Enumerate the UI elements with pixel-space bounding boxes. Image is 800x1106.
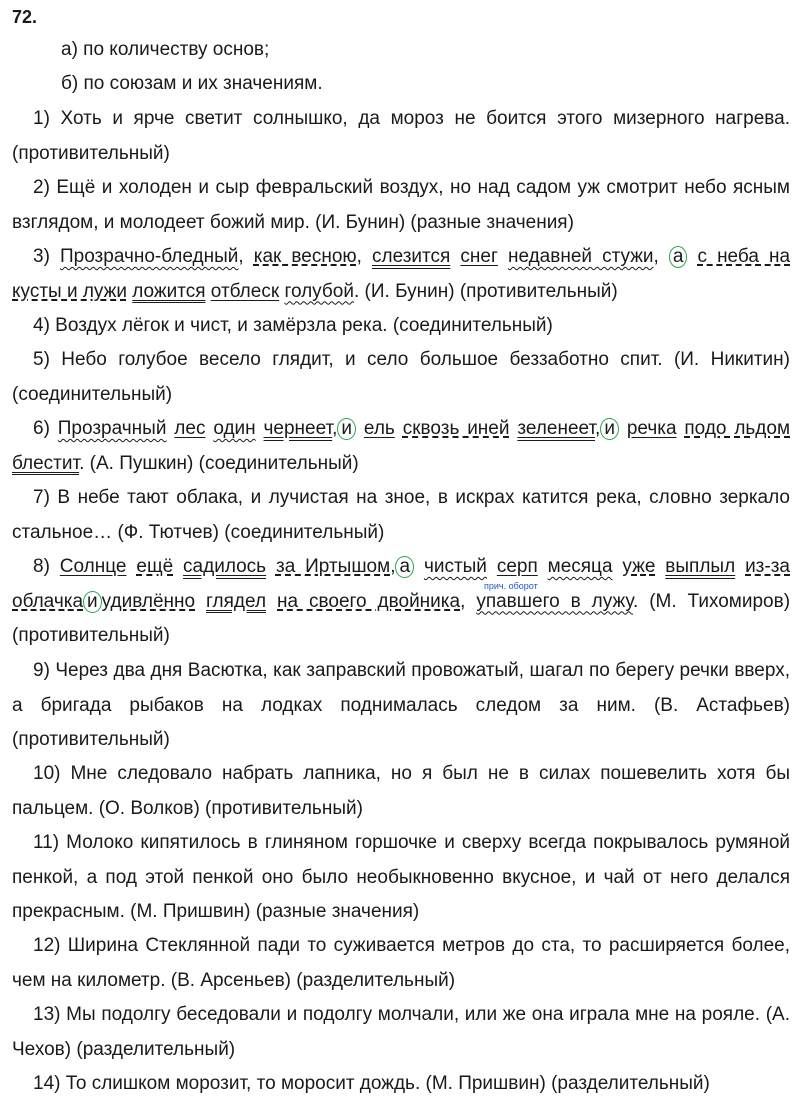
sentence-4: 4) Воздух лёгок и чист, и замёрзла река. (соединительный) xyxy=(33,315,553,336)
sentence-14: 14) То слишком морозит, то моросит дождь. (М. Пришвин) (разделительный) xyxy=(33,1073,710,1094)
sentence-1: 1) Хоть и ярче светит солнышко, да мороз не боится этого мизерного нагрева. (противительный) xyxy=(12,108,790,164)
sentence-10: 10) Мне следовало набрать лапника, но я был не в силах пошевелить хотя бы пальцем. (О. Волков) (противительный) xyxy=(12,763,790,819)
conjunction-circle: а xyxy=(669,246,688,268)
sentence-9: 9) Через два дня Васютка, как заправский провожатый, шагал по берегу речки вверх, а бригада рыбаков на лодках поднималась следом за ним. (В. Астафьев) (противительный) xyxy=(12,660,790,750)
sentence-3: 3) Прозрачно-бледный, как весною, слезится снег недавней стужи, а с неба на кусты и лужи ложится отблеск голубой. (И. Бунин) (противительный) xyxy=(12,246,791,302)
sentence-12: 12) Ширина Стеклянной пади то суживается метров до ста, то расширяется более, чем на километр. (В. Арсеньев) (разделительный) xyxy=(12,935,790,991)
sentence-6: 6) Прозрачный лес один чернеет, и ель сквозь иней зеленеет, и речка подо льдом блестит. (А. Пушкин) (соединительный) xyxy=(12,418,791,474)
conjunction-circle: а xyxy=(395,556,414,578)
conjunction-circle: и xyxy=(337,418,356,440)
option-a: а) по количеству основ; xyxy=(61,39,270,60)
sentence-5: 5) Небо голубое весело глядит, и село большое беззаботно спит. (И. Никитин) (соединительный) xyxy=(12,349,790,405)
sentence-11: 11) Молоко кипятилось в глиняном горшочке и сверху всегда покрывалось румяной пенкой, а под этой пенкой оно было необыкновенно вкусное, и чай от него делался прекрасным. (М. Пришвин) (разные значения) xyxy=(12,832,790,922)
sentence-7: 7) В небе тают облака, и лучистая на зное, в искрах катится река, словно зеркало стальное… (Ф. Тютчев) (соединительный) xyxy=(12,487,790,543)
exercise-number: 72. xyxy=(12,7,38,27)
participle-annotation: прич. оборот xyxy=(484,581,538,591)
sentence-13: 13) Мы подолгу беседовали и подолгу молчали, или же она играла мне на рояле. (А. Чехов) (разделительный) xyxy=(12,1004,790,1060)
sentence-8: 8) Солнце ещё садилось за Иртышом, а чистый серп месяца уже выплыл из-за облачка и удивлённо глядел на своего двойника, упавшего в лужу. (М. Тихомиров) (противительный) xyxy=(12,556,791,646)
option-b: б) по союзам и их значениям. xyxy=(61,73,323,94)
conjunction-circle: и xyxy=(600,418,619,440)
conjunction-circle: и xyxy=(83,591,102,613)
sentence-2: 2) Ещё и холоден и сыр февральский воздух, но над садом уж смотрит небо ясным взглядом, и молодеет божий мир. (И. Бунин) (разные значения) xyxy=(12,177,790,233)
